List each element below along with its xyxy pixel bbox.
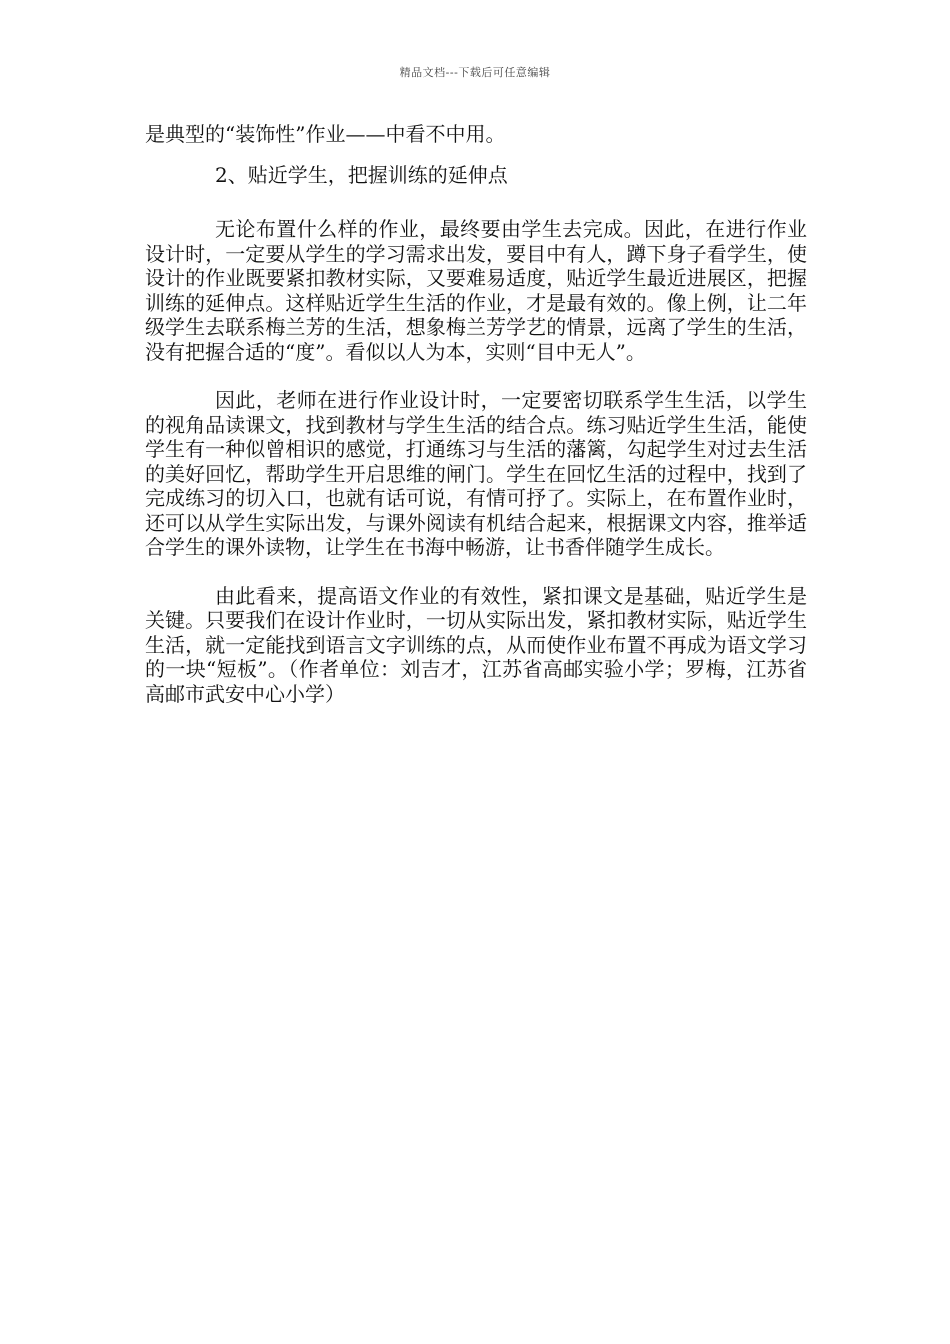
paragraph: 由此看来，提高语文作业的有效性，紧扣课文是基础，贴近学生是关键。只要我们在设计作业时，一切从实际出发，紧扣教材实际，贴近学生生活，就一定能找到语言文字训练的点，从而使作业布置不再成为语文学习的一块“短板”。（作者单位：刘吉才，江苏省高邮实验小学；罗梅，江苏省高邮市武安中心小学）	[145, 583, 807, 706]
paragraph-continuation: 是典型的“装饰性”作业——中看不中用。	[145, 122, 506, 146]
document-body	[145, 122, 807, 730]
page-header: 精品文档---下载后可任意编辑	[399, 66, 551, 79]
section-heading: 2、贴近学生，把握训练的延伸点	[215, 162, 508, 187]
paragraph: 无论布置什么样的作业，最终要由学生去完成。因此，在进行作业设计时，一定要从学生的学习需求出发，要目中有人，蹲下身子看学生，使设计的作业既要紧扣教材实际，又要难易适度，贴近学生最近进展区，把握训练的延伸点。这样贴近学生生活的作业，才是最有效的。像上例，让二年级学生去联系梅兰芳的生活，想象梅兰芳学艺的情景，远离了学生的生活，没有把握合适的“度”。看似以人为本，实则“目中无人”。	[145, 217, 807, 364]
paragraph: 因此，老师在进行作业设计时，一定要密切联系学生生活，以学生的视角品读课文，找到教材与学生生活的结合点。练习贴近学生生活，能使学生有一种似曾相识的感觉，打通练习与生活的藩篱，勾起学生对过去生活的美好回忆，帮助学生开启思维的闸门。学生在回忆生活的过程中，找到了完成练习的切入口，也就有话可说，有情可抒了。实际上，在布置作业时，还可以从学生实际出发，与课外阅读有机结合起来，根据课文内容，推举适合学生的课外读物，让学生在书海中畅游，让书香伴随学生成长。	[145, 388, 807, 559]
